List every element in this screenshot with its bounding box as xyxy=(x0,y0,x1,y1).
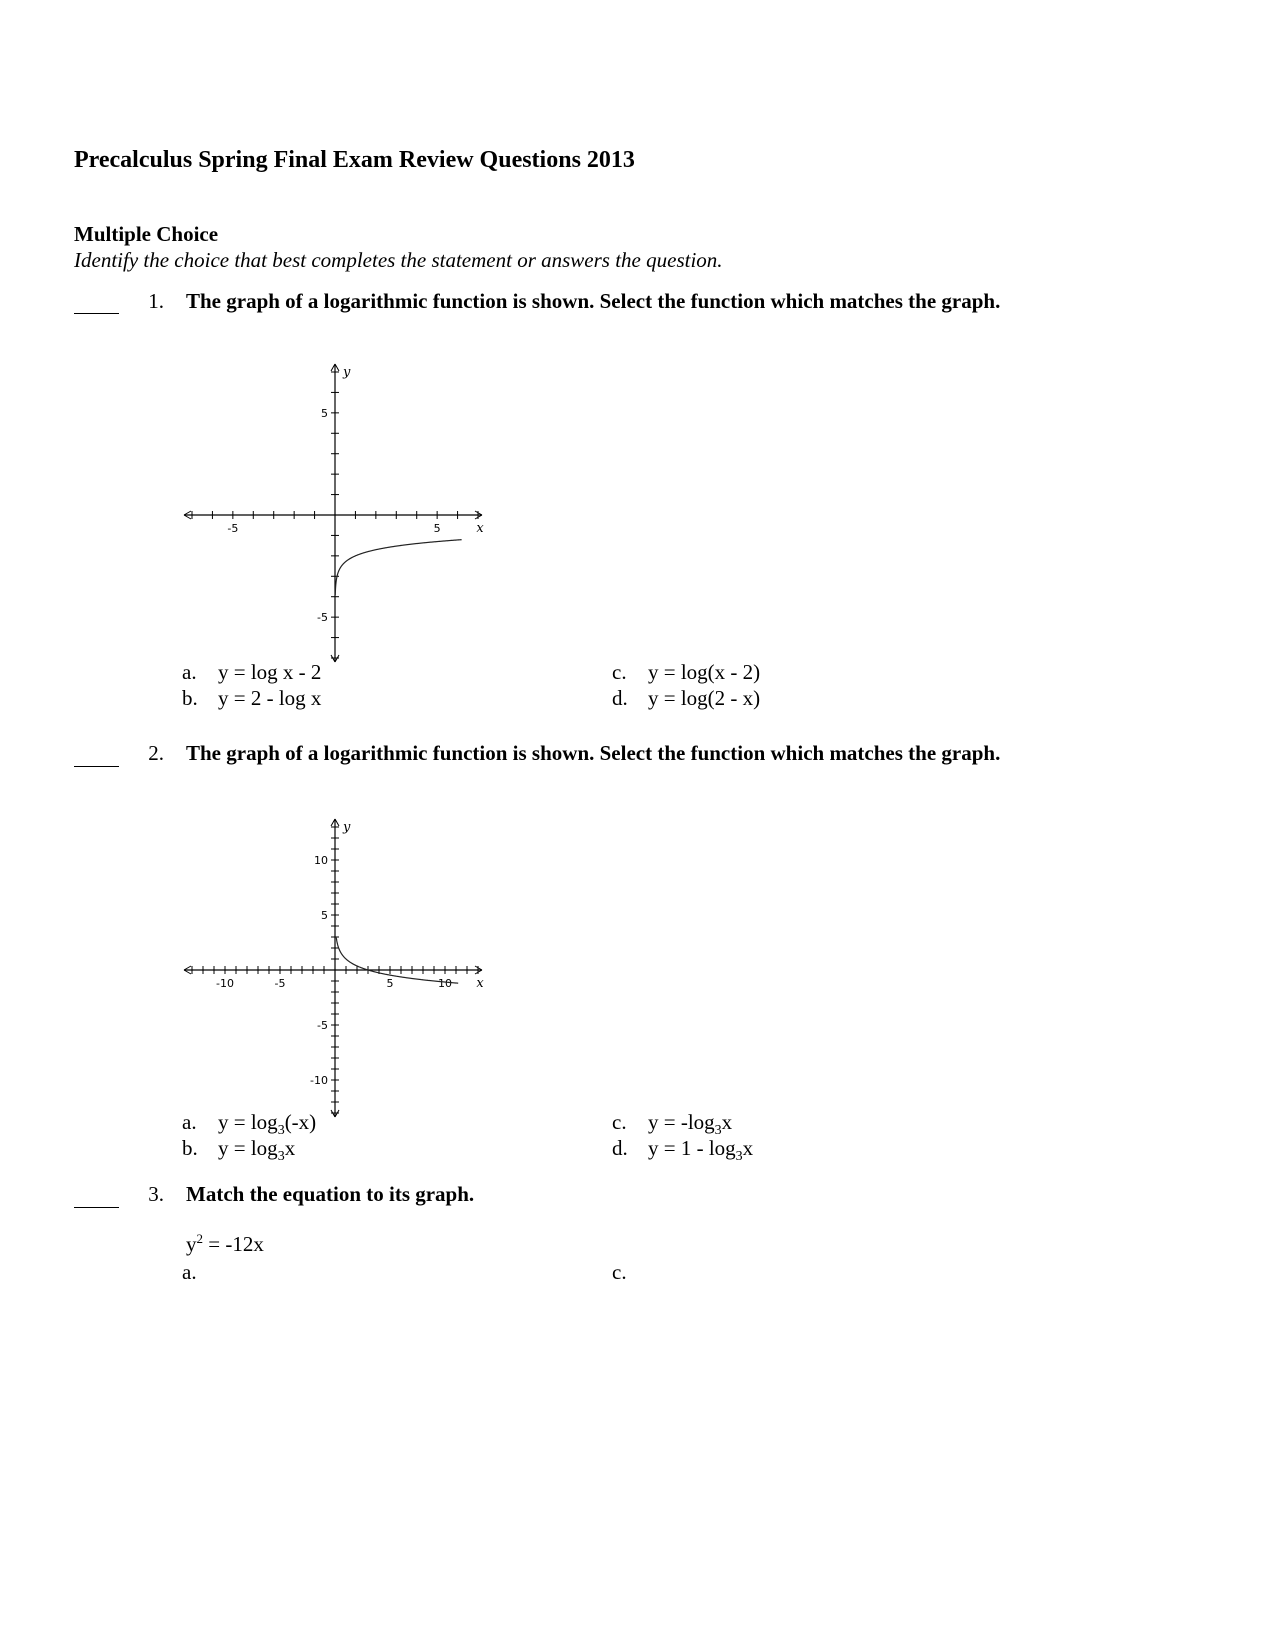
x-tick-label: 10 xyxy=(438,977,452,990)
choice-suffix: x xyxy=(721,1110,733,1134)
equation-rest: = -12x xyxy=(203,1232,264,1256)
choice-q1-d[interactable] xyxy=(612,686,760,711)
equation-q3 xyxy=(186,1231,264,1257)
y-tick-label: -5 xyxy=(317,611,328,625)
choice-q1-a[interactable] xyxy=(182,660,321,685)
y-axis-label: y xyxy=(343,820,351,835)
choice-prefix: y = log xyxy=(218,1110,278,1134)
choice-text: y = log(2 - x) xyxy=(648,686,761,710)
choice-letter: a. xyxy=(182,1110,197,1134)
x-axis-label: x xyxy=(476,521,484,536)
choice-suffix: x xyxy=(742,1136,754,1160)
page-title: Precalculus Spring Final Exam Review Questions 2013 xyxy=(74,147,635,173)
choice-q3-c[interactable] xyxy=(612,1260,627,1285)
choice-letter: a. xyxy=(182,660,197,684)
choice-q2-d[interactable] xyxy=(612,1136,753,1165)
equation-base: y xyxy=(186,1232,197,1256)
choice-prefix: y = -log xyxy=(648,1110,715,1134)
choice-q2-b[interactable] xyxy=(182,1136,295,1165)
choice-subscript: 3 xyxy=(735,1149,743,1165)
choice-text: y = log(x - 2) xyxy=(648,660,761,684)
choice-subscript: 3 xyxy=(277,1149,285,1165)
x-tick-label: 5 xyxy=(386,977,394,990)
y-tick-label: -10 xyxy=(310,1074,328,1087)
answer-blank-q2[interactable] xyxy=(74,766,119,767)
choice-letter: b. xyxy=(182,686,198,710)
choice-q3-a[interactable] xyxy=(182,1260,197,1285)
question-text-1: The graph of a logarithmic function is shown. Select the function which matches the graph. xyxy=(186,289,1001,313)
section-title: Multiple Choice xyxy=(74,222,219,246)
y-axis-label: y xyxy=(343,365,351,380)
choice-letter: a. xyxy=(182,1260,197,1284)
choice-prefix: y = log xyxy=(218,1136,278,1160)
x-tick-label: 5 xyxy=(433,522,441,535)
y-tick-label: 5 xyxy=(321,909,328,922)
y-tick-label: -5 xyxy=(317,1019,328,1032)
choice-subscript: 3 xyxy=(277,1123,285,1139)
choice-text: y = log x - 2 xyxy=(218,660,322,684)
choice-letter: d. xyxy=(612,686,628,710)
choice-q1-c[interactable] xyxy=(612,660,760,685)
choice-letter: c. xyxy=(612,1260,627,1284)
x-tick-label: -5 xyxy=(227,522,239,535)
x-tick-label: -10 xyxy=(216,977,234,990)
answer-blank-q1[interactable] xyxy=(74,313,119,314)
choice-q1-b[interactable] xyxy=(182,686,321,711)
choice-prefix: y = 1 - log xyxy=(648,1136,736,1160)
choice-suffix: x xyxy=(284,1136,296,1160)
choice-q2-a[interactable] xyxy=(182,1110,316,1139)
y-tick-label: 10 xyxy=(314,854,328,867)
section-instructions: Identify the choice that best completes the statement or answers the question. xyxy=(74,248,723,272)
question-text-3: Match the equation to its graph. xyxy=(186,1182,475,1206)
x-tick-label: -5 xyxy=(274,977,286,990)
choice-subscript: 3 xyxy=(714,1123,722,1139)
question-number-2: 2. xyxy=(148,741,164,765)
graph-q2 xyxy=(180,815,490,1125)
answer-blank-q3[interactable] xyxy=(74,1207,119,1208)
choice-letter: d. xyxy=(612,1136,628,1160)
choice-q2-c[interactable] xyxy=(612,1110,732,1139)
equation-exponent: 2 xyxy=(196,1231,203,1246)
choice-letter: b. xyxy=(182,1136,198,1160)
question-text-2: The graph of a logarithmic function is shown. Select the function which matches the graph. xyxy=(186,741,1001,765)
choice-letter: c. xyxy=(612,1110,627,1134)
function-curve xyxy=(335,540,461,595)
question-number-3: 3. xyxy=(148,1182,164,1206)
choice-letter: c. xyxy=(612,660,627,684)
graph-q1 xyxy=(180,360,490,670)
x-axis-label: x xyxy=(476,976,484,991)
y-tick-label: 5 xyxy=(321,406,328,420)
choice-text: y = 2 - log x xyxy=(218,686,322,710)
choice-suffix: (-x) xyxy=(284,1110,317,1134)
question-number-1: 1. xyxy=(148,289,164,313)
